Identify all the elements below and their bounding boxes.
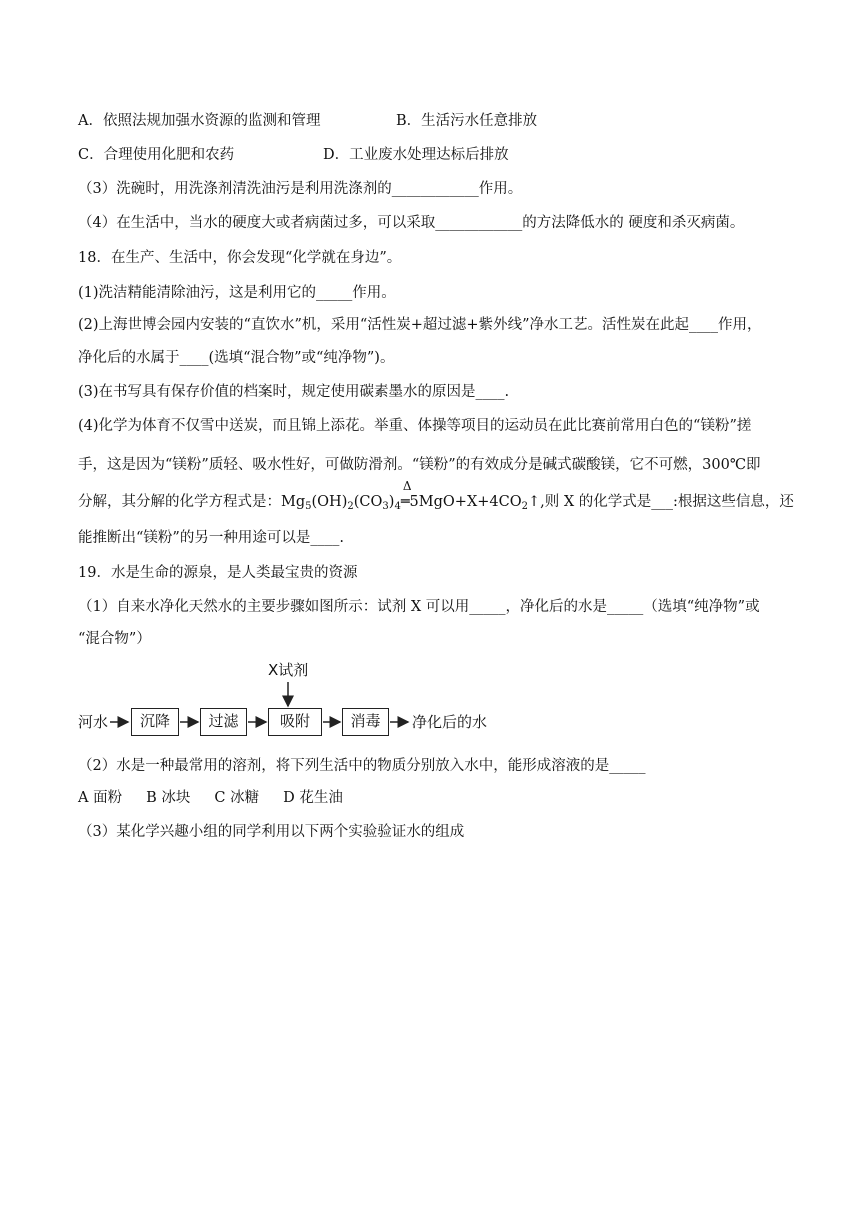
q19-part1-line2: “混合物”） [78, 631, 151, 647]
q18-part2-line2: 净化后的水属于____(选填“混合物”或“纯净物”)。 [78, 350, 395, 366]
q18-stem: 18．在生产、生活中，你会发现“化学就在身边”。 [78, 250, 402, 266]
delta-symbol: Δ [402, 479, 412, 493]
q17-option-d: D．工业废水处理达标后排放 [323, 147, 509, 163]
q19-stem: 19．水是生命的源泉，是人类最宝贵的资源 [78, 565, 358, 581]
heat-condition: Δ ═ [400, 479, 412, 510]
q19-part2-choices [78, 788, 367, 808]
q17-part4: （4）在生活中，当水的硬度大或者病菌过多，可以采取____________的方法降低水的 硬度和杀灭病菌。 [78, 215, 745, 231]
water-purification-flowchart [78, 656, 518, 746]
q18-part2-line1: (2)上海世博会园内安装的“直饮水”机，采用“活性炭+超过滤+紫外线”净水工艺。活性炭在此起____作用， [78, 317, 762, 333]
q17-option-b: B．生活污水任意排放 [396, 113, 538, 129]
q17-option-c: C．合理使用化肥和农药 [78, 147, 235, 163]
step-sedimentation: 沉降 [131, 708, 179, 736]
step-filtration: 过滤 [200, 708, 247, 736]
q19-part2: （2）水是一种最常用的溶剂，将下列生活中的物质分别放入水中，能形成溶液的是_____ [78, 758, 646, 774]
reagent-label: X试剂 [268, 661, 309, 679]
step-disinfection: 消毒 [342, 708, 389, 736]
choice-c: C 冰糖 [214, 790, 260, 806]
q17-part3: （3）洗碗时，用洗涤剂清洗油污是利用洗涤剂的____________作用。 [78, 181, 523, 197]
q18-part4-line1: (4)化学为体育不仅雪中送炭，而且锦上添花。举重、体操等项目的运动员在此比赛前常用白色的“镁粉”搓 [78, 418, 752, 434]
flow-result: 净化后的水 [412, 713, 488, 731]
q17-option-a: A．依照法规加强水资源的监测和管理 [78, 113, 321, 129]
choice-d: D 花生油 [283, 790, 343, 806]
q18-part4-line4: 能推断出“镁粉”的另一种用途可以是____. [78, 530, 344, 546]
q18-part4-equation-line: 分解，其分解的化学方程式是：$Mg_5(OH)_2(CO_3)_4$ Δ $═5MgO+X+4CO_2↑$,则 X 的化学式是___:根据这些信息，还 [78, 479, 794, 512]
flow-source: 河水 [78, 713, 109, 731]
q19-part3: （3）某化学兴趣小组的同学利用以下两个实验验证水的组成 [78, 824, 465, 840]
q19-part1-line1: （1）自来水净化天然水的主要步骤如图所示：试剂 X 可以用_____，净化后的水是_____（选填“纯净物”或 [78, 599, 760, 615]
q18-part4-line2: 手，这是因为“镁粉”质轻、吸水性好，可做防滑剂。“镁粉”的有效成分是碱式碳酸镁，它不可燃，300℃即 [78, 457, 761, 473]
q18-part3: (3)在书写具有保存价值的档案时，规定使用碳素墨水的原因是____. [78, 384, 510, 400]
q18-part1: (1)洗洁精能清除油污，这是利用它的_____作用。 [78, 285, 396, 301]
choice-b: B 冰块 [146, 790, 191, 806]
step-adsorption: 吸附 [268, 708, 322, 736]
choice-a: A 面粉 [78, 790, 123, 806]
